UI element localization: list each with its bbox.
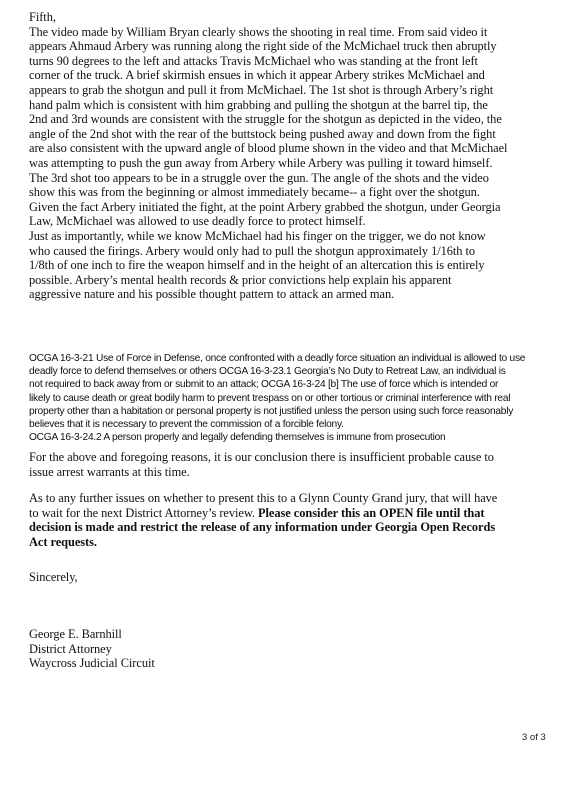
- statute-line: deadly force to defend themselves or others OCGA 16-3-23.1 Georgia’s No Duty to Retreat Law, an individual is: [29, 366, 506, 378]
- paragraph-line: was attempting to push the gun away from Arbery while Arbery was pulling it toward himself.: [29, 155, 493, 170]
- paragraph-line: Law, McMichael was allowed to use deadly force to protect himself.: [29, 214, 366, 229]
- paragraph-line: angle of the 2nd shot with the rear of the buttstock being pushed away and down from the fight: [29, 126, 496, 141]
- signature-block: [29, 627, 559, 671]
- paragraph-text-bold: Please consider this an OPEN file until that: [258, 505, 485, 520]
- paragraph-line: who caused the firings. Arbery would only had to pull the shotgun approximately 1/16th to: [29, 243, 476, 258]
- paragraph-text-normal: to wait for the next District Attorney’s review.: [29, 505, 259, 520]
- paragraph-line: aggressive nature and his possible thought pattern to attack an armed man.: [29, 287, 395, 302]
- paragraph-line: The video made by William Bryan clearly shows the shooting in real time. From said video it: [29, 24, 488, 39]
- statute-line: not required to back away from or submit to an attack; OCGA 16-3-24 [b] The use of force which is intended or: [29, 379, 499, 391]
- paragraph-line: are also consistent with the upward angle of blood plume shown in the video and that McMichael: [29, 141, 508, 156]
- paragraph-line: Just as importantly, while we know McMichael had his finger on the trigger, we do not know: [29, 228, 486, 243]
- paragraph-line: issue arrest warrants at this time.: [29, 464, 190, 479]
- paragraph-line-mixed: [29, 506, 559, 521]
- signer-office: Waycross Judicial Circuit: [29, 656, 155, 671]
- paragraph-line-bold: decision is made and restrict the release of any information under Georgia Open Records: [29, 520, 496, 535]
- paragraph-line: For the above and foregoing reasons, it is our conclusion there is insufficient probable cause to: [29, 450, 494, 464]
- paragraph-line: As to any further issues on whether to present this to a Glynn County Grand jury, that will have: [29, 491, 498, 505]
- fifth-paragraph: [29, 10, 559, 302]
- statute-line: believes that it is necessary to prevent the commission of a forcible felony.: [29, 419, 344, 431]
- statute-line: property other than a habitation or personal property is not justified unless the person using such force reasonably: [29, 405, 514, 417]
- paragraph-line: turns 90 degrees to the left and attacks Travis McMichael who was standing at the front left: [29, 53, 478, 68]
- signer-name: George E. Barnhill: [29, 627, 122, 641]
- paragraph-line: corner of the truck. A brief skirmish ensues in which it appear Arbery strikes McMichael and: [29, 68, 485, 83]
- statute-line: likely to cause death or great bodily harm to prevent trespass on or other tortious or criminal interference with real: [29, 392, 511, 404]
- ocga-statutes-paragraph: [29, 352, 559, 444]
- paragraph-line: Fifth,: [29, 10, 56, 24]
- grand-jury-paragraph: [29, 491, 559, 549]
- statute-line: OCGA 16-3-21 Use of Force in Defense, once confronted with a deadly force situation an individual is allowed to use: [29, 353, 526, 364]
- conclusion-paragraph: [29, 450, 559, 479]
- paragraph-line: Given the fact Arbery initiated the fight, at the point Arbery grabbed the shotgun, under Georgia: [29, 199, 501, 214]
- page-number: 3 of 3: [522, 732, 546, 743]
- paragraph-line: 1/8th of one inch to fire the weapon himself and in the height of an altercation this is entirely: [29, 258, 485, 273]
- signer-title: District Attorney: [29, 641, 112, 656]
- paragraph-line: hand palm which is consistent with him grabbing and pulling the shotgun at the barrel tip, the: [29, 97, 488, 112]
- paragraph-line-bold: Act requests.: [29, 534, 97, 549]
- paragraph-line: appears to grab the shotgun and pull it from McMichael. The 1st shot is through Arbery’s right: [29, 82, 494, 97]
- closing: [29, 570, 559, 585]
- paragraph-line: possible. Arbery’s mental health records & prior convictions help explain his apparent: [29, 272, 452, 287]
- paragraph-line: appears Ahmaud Arbery was running along the right side of the McMichael truck then abruptly: [29, 39, 497, 54]
- paragraph-line: 2nd and 3rd wounds are consistent with the struggle for the shotgun as depicted in the video, the: [29, 112, 502, 127]
- paragraph-line: The 3rd shot too appears to be in a struggle over the gun. The angle of the shots and the video: [29, 170, 489, 185]
- paragraph-line: show this was from the beginning or almost immediately became-- a fight over the shotgun.: [29, 185, 480, 200]
- closing-salutation: Sincerely,: [29, 570, 78, 584]
- statute-line: OCGA 16-3-24.2 A person properly and legally defending themselves is immune from prosecution: [29, 432, 446, 444]
